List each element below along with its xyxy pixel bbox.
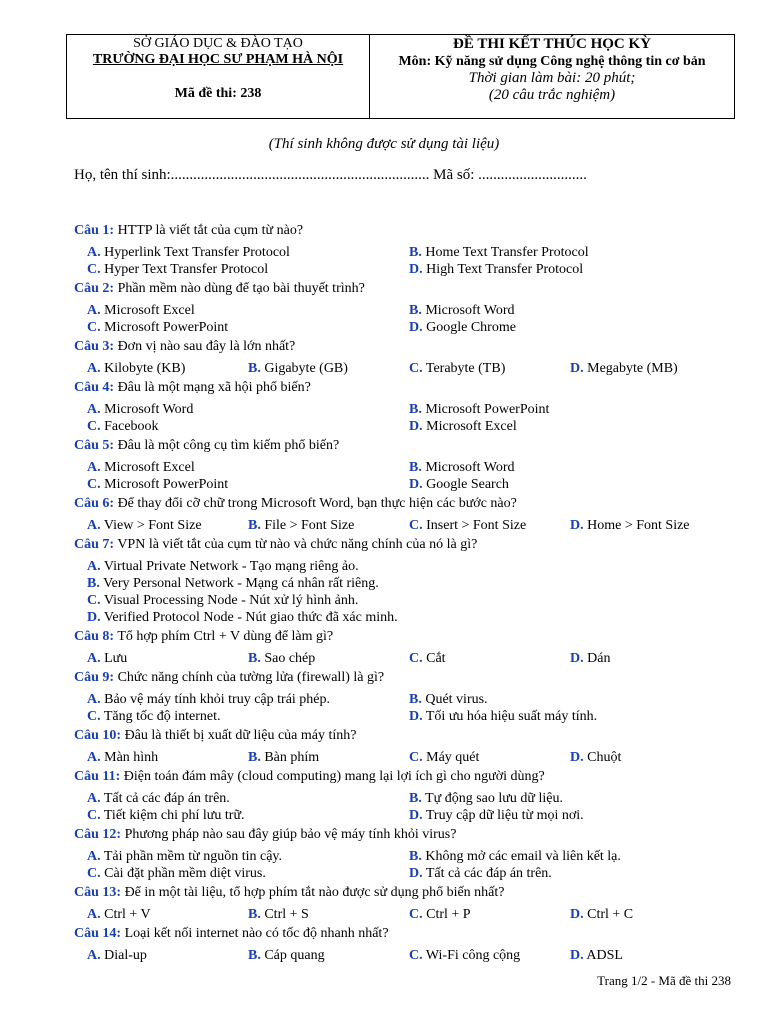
question-stem <box>74 669 744 688</box>
answer-option <box>87 401 409 418</box>
option-letter: D. <box>570 518 584 533</box>
answer-options <box>87 517 744 534</box>
question-number: Câu 14: <box>74 926 122 941</box>
question-number: Câu 12: <box>74 827 122 842</box>
option-text: Microsoft Word <box>104 402 194 417</box>
option-letter: C. <box>409 361 423 376</box>
option-text: Hyper Text Transfer Protocol <box>104 262 269 277</box>
option-text: Insert > Font Size <box>426 518 527 533</box>
question-text: Đâu là thiết bị xuất dữ liệu của máy tính? <box>124 728 357 743</box>
option-row <box>87 459 744 476</box>
question-item <box>74 768 744 826</box>
answer-options <box>87 749 744 766</box>
answer-option <box>570 517 731 534</box>
option-text: Cáp quang <box>264 948 325 963</box>
answer-option <box>409 244 731 261</box>
question-stem <box>74 222 744 241</box>
answer-option <box>409 459 731 476</box>
option-text: Microsoft Word <box>425 460 515 475</box>
answer-options <box>87 650 744 667</box>
option-text: Home Text Transfer Protocol <box>425 245 589 260</box>
option-row <box>87 650 744 667</box>
answer-options <box>87 790 744 824</box>
question-text: Phương pháp nào sau đây giúp bảo vệ máy tính khỏi virus? <box>124 827 457 842</box>
option-text: Facebook <box>104 419 159 434</box>
option-text: Lưu <box>104 651 128 666</box>
answer-option <box>87 558 359 575</box>
answer-option <box>248 749 409 766</box>
answer-option <box>87 609 398 626</box>
question-list <box>74 222 744 966</box>
question-item <box>74 727 744 768</box>
option-letter: B. <box>409 791 422 806</box>
option-row <box>87 558 744 575</box>
option-row <box>87 244 744 261</box>
option-letter: B. <box>248 750 261 765</box>
answer-option <box>87 244 409 261</box>
answer-option <box>87 592 358 609</box>
option-text: Microsoft PowerPoint <box>104 477 229 492</box>
option-text: Gigabyte (GB) <box>264 361 348 376</box>
department-name: SỞ GIÁO DỤC & ĐÀO TẠO <box>133 36 303 51</box>
header-left-cell <box>67 35 370 118</box>
question-number: Câu 11: <box>74 769 121 784</box>
answer-option <box>409 906 570 923</box>
question-number: Câu 5: <box>74 438 115 453</box>
question-item <box>74 884 744 925</box>
option-row <box>87 360 744 377</box>
option-letter: A. <box>87 750 101 765</box>
option-text: Bảo vệ máy tính khỏi truy cập trái phép. <box>104 692 331 707</box>
option-text: Quét virus. <box>425 692 488 707</box>
option-letter: A. <box>87 948 101 963</box>
option-text: Dial-up <box>104 948 147 963</box>
option-letter: C. <box>87 320 101 335</box>
option-letter: D. <box>570 750 584 765</box>
option-letter: D. <box>409 709 423 724</box>
question-text: Đâu là một mạng xã hội phổ biến? <box>117 380 311 395</box>
option-text: Bàn phím <box>264 750 320 765</box>
option-text: Sao chép <box>264 651 316 666</box>
option-letter: B. <box>409 849 422 864</box>
option-row <box>87 261 744 278</box>
option-letter: B. <box>409 692 422 707</box>
option-text: Microsoft Excel <box>104 303 195 318</box>
option-text: Dán <box>587 651 611 666</box>
question-stem <box>74 925 744 944</box>
option-letter: D. <box>409 477 423 492</box>
option-text: Ctrl + S <box>264 907 309 922</box>
option-letter: A. <box>87 361 101 376</box>
option-letter: B. <box>87 576 100 591</box>
option-letter: D. <box>409 419 423 434</box>
answer-options <box>87 459 744 493</box>
option-text: Chuột <box>587 750 622 765</box>
answer-options <box>87 691 744 725</box>
option-text: Visual Processing Node - Nút xử lý hình ảnh. <box>103 593 359 608</box>
answer-option <box>248 517 409 534</box>
option-letter: C. <box>87 262 101 277</box>
option-text: Tăng tốc độ internet. <box>103 709 221 724</box>
option-text: File > Font Size <box>264 518 355 533</box>
answer-option <box>409 418 731 435</box>
answer-option <box>87 906 248 923</box>
question-item <box>74 222 744 280</box>
option-text: Microsoft Word <box>425 303 515 318</box>
answer-option <box>87 319 409 336</box>
option-letter: A. <box>87 907 101 922</box>
student-info-line: Họ, tên thí sinh:..................................................................... Mã số: ............................. <box>74 167 587 183</box>
option-letter: C. <box>87 419 101 434</box>
question-item <box>74 826 744 884</box>
option-letter: C. <box>87 477 101 492</box>
option-row <box>87 517 744 534</box>
option-letter: D. <box>409 866 423 881</box>
question-stem <box>74 884 744 903</box>
option-letter: B. <box>248 948 261 963</box>
answer-option <box>409 708 731 725</box>
answer-option <box>570 906 731 923</box>
question-text: HTTP là viết tắt của cụm từ nào? <box>117 223 304 238</box>
option-row <box>87 609 744 626</box>
answer-option <box>87 459 409 476</box>
option-letter: D. <box>409 808 423 823</box>
answer-option <box>87 261 409 278</box>
option-text: Tối ưu hóa hiệu suất máy tính. <box>425 709 598 724</box>
option-letter: B. <box>248 907 261 922</box>
question-text: Tổ hợp phím Ctrl + V dùng để làm gì? <box>117 629 334 644</box>
answer-option <box>87 848 409 865</box>
option-row <box>87 476 744 493</box>
answer-option <box>409 848 731 865</box>
exam-note: (Thí sinh không được sử dụng tài liệu) <box>268 136 500 152</box>
question-number: Câu 13: <box>74 885 122 900</box>
option-row <box>87 592 744 609</box>
option-letter: C. <box>87 709 101 724</box>
question-number: Câu 8: <box>74 629 115 644</box>
option-letter: C. <box>409 518 423 533</box>
option-text: Home > Font Size <box>587 518 690 533</box>
option-text: Very Personal Network - Mạng cá nhân rất riêng. <box>103 576 379 591</box>
answer-options <box>87 244 744 278</box>
answer-option <box>87 302 409 319</box>
option-text: Ctrl + V <box>104 907 151 922</box>
answer-options <box>87 906 744 923</box>
question-text: Loại kết nối internet nào có tốc độ nhanh nhất? <box>124 926 389 941</box>
option-row <box>87 691 744 708</box>
answer-option <box>87 360 248 377</box>
option-row <box>87 947 744 964</box>
option-letter: D. <box>87 610 101 625</box>
option-letter: C. <box>409 907 423 922</box>
question-item <box>74 437 744 495</box>
option-letter: A. <box>87 849 101 864</box>
answer-option <box>409 319 731 336</box>
option-letter: B. <box>248 518 261 533</box>
option-letter: C. <box>87 866 101 881</box>
answer-option <box>87 575 379 592</box>
option-text: Microsoft PowerPoint <box>425 402 550 417</box>
answer-option <box>248 906 409 923</box>
answer-option <box>87 517 248 534</box>
question-text: VPN là viết tắt của cụm từ nào và chức năng chính của nó là gì? <box>117 537 478 552</box>
question-number: Câu 1: <box>74 223 115 238</box>
option-text: Google Chrome <box>426 320 516 335</box>
university-name: TRƯỜNG ĐẠI HỌC SƯ PHẠM HÀ NỘI <box>92 52 344 67</box>
option-text: High Text Transfer Protocol <box>426 262 584 277</box>
option-letter: C. <box>87 808 101 823</box>
question-text: Chức năng chính của tường lửa (firewall) là gì? <box>117 670 385 685</box>
question-item <box>74 536 744 628</box>
question-stem <box>74 536 744 555</box>
question-text: Điện toán đám mây (cloud computing) mang lại lợi ích gì cho người dùng? <box>123 769 545 784</box>
question-number: Câu 7: <box>74 537 115 552</box>
option-letter: B. <box>409 245 422 260</box>
option-letter: C. <box>87 593 101 608</box>
answer-option <box>248 360 409 377</box>
answer-option <box>87 807 409 824</box>
option-text: Microsoft Excel <box>104 460 195 475</box>
answer-options <box>87 848 744 882</box>
option-letter: A. <box>87 791 101 806</box>
answer-option <box>409 650 570 667</box>
option-letter: A. <box>87 460 101 475</box>
option-text: Google Search <box>426 477 509 492</box>
option-row <box>87 865 744 882</box>
answer-options <box>87 947 744 964</box>
option-text: Tiết kiệm chi phí lưu trữ. <box>103 808 245 823</box>
answer-option <box>409 807 731 824</box>
option-text: Megabyte (MB) <box>587 361 678 376</box>
answer-option <box>87 418 409 435</box>
option-text: Microsoft Excel <box>426 419 517 434</box>
answer-option <box>409 401 731 418</box>
option-letter: A. <box>87 692 101 707</box>
answer-option <box>409 261 731 278</box>
option-letter: A. <box>87 651 101 666</box>
question-item <box>74 338 744 379</box>
answer-option <box>87 749 248 766</box>
question-item <box>74 925 744 966</box>
answer-option <box>409 360 570 377</box>
exam-code: Mã đề thi: 238 <box>174 86 262 101</box>
answer-option <box>570 947 731 964</box>
exam-title: ĐỀ THI KẾT THÚC HỌC KỲ <box>453 36 651 52</box>
answer-option <box>87 476 409 493</box>
exam-header-table <box>66 34 735 119</box>
option-text: Terabyte (TB) <box>425 361 506 376</box>
option-letter: D. <box>409 320 423 335</box>
answer-option <box>87 691 409 708</box>
answer-option <box>87 650 248 667</box>
option-text: Verified Protocol Node - Nút giao thức đã xác minh. <box>103 610 398 625</box>
question-stem <box>74 280 744 299</box>
option-letter: D. <box>570 651 584 666</box>
option-letter: A. <box>87 518 101 533</box>
exam-subject: Môn: Kỹ năng sử dụng Công nghệ thông tin cơ bản <box>398 54 706 69</box>
question-text: Đơn vị nào sau đây là lớn nhất? <box>117 339 296 354</box>
option-text: Tất cả các đáp án trên. <box>425 866 552 881</box>
option-text: ADSL <box>586 948 623 963</box>
question-stem <box>74 437 744 456</box>
option-text: Kilobyte (KB) <box>104 361 186 376</box>
option-letter: C. <box>409 651 423 666</box>
question-number: Câu 6: <box>74 496 115 511</box>
answer-option <box>570 650 731 667</box>
option-text: Truy cập dữ liệu từ mọi nơi. <box>425 808 584 823</box>
answer-option <box>570 360 731 377</box>
option-row <box>87 790 744 807</box>
answer-option <box>248 650 409 667</box>
question-text: Đâu là một công cụ tìm kiếm phổ biến? <box>117 438 340 453</box>
option-text: Màn hình <box>104 750 159 765</box>
question-stem <box>74 768 744 787</box>
option-text: Ctrl + C <box>587 907 634 922</box>
option-text: Cài đặt phần mềm diệt virus. <box>104 866 266 881</box>
answer-options <box>87 360 744 377</box>
option-row <box>87 807 744 824</box>
option-letter: B. <box>409 460 422 475</box>
option-text: Tải phần mềm từ nguồn tin cậy. <box>103 849 283 864</box>
page-footer: Trang 1/2 - Mã đề thi 238 <box>597 973 731 988</box>
answer-option <box>87 947 248 964</box>
question-text: Để thay đổi cỡ chữ trong Microsoft Word, bạn thực hiện các bước nào? <box>117 496 517 511</box>
option-text: Microsoft PowerPoint <box>104 320 229 335</box>
answer-option <box>409 517 570 534</box>
option-letter: C. <box>409 750 423 765</box>
answer-options <box>87 302 744 336</box>
option-text: Virtual Private Network - Tạo mạng riêng ảo. <box>103 559 359 574</box>
option-letter: A. <box>87 402 101 417</box>
question-number: Câu 4: <box>74 380 115 395</box>
question-item <box>74 379 744 437</box>
answer-option <box>409 691 731 708</box>
answer-option <box>409 947 570 964</box>
answer-option <box>409 749 570 766</box>
answer-option <box>87 790 409 807</box>
option-letter: D. <box>570 907 584 922</box>
option-row <box>87 401 744 418</box>
question-text: Để in một tài liệu, tổ hợp phím tắt nào được sử dụng phổ biến nhất? <box>124 885 505 900</box>
option-letter: A. <box>87 303 101 318</box>
option-row <box>87 749 744 766</box>
option-text: Tất cả các đáp án trên. <box>103 791 230 806</box>
answer-option <box>87 865 409 882</box>
exam-question-count: (20 câu trắc nghiệm) <box>488 87 616 103</box>
question-number: Câu 10: <box>74 728 122 743</box>
answer-option <box>248 947 409 964</box>
question-text: Phần mềm nào dùng để tạo bài thuyết trình? <box>117 281 365 296</box>
question-stem <box>74 338 744 357</box>
option-letter: C. <box>409 948 423 963</box>
option-row <box>87 319 744 336</box>
answer-option <box>409 476 731 493</box>
question-stem <box>74 495 744 514</box>
option-row <box>87 418 744 435</box>
question-item <box>74 669 744 727</box>
answer-option <box>570 749 731 766</box>
option-row <box>87 575 744 592</box>
option-letter: D. <box>409 262 423 277</box>
header-right-cell <box>370 35 734 118</box>
question-stem <box>74 628 744 647</box>
option-row <box>87 906 744 923</box>
answer-options <box>87 558 744 626</box>
question-item <box>74 495 744 536</box>
option-letter: A. <box>87 559 101 574</box>
question-stem <box>74 826 744 845</box>
option-text: Ctrl + P <box>426 907 471 922</box>
exam-duration: Thời gian làm bài: 20 phút; <box>468 70 636 86</box>
answer-options <box>87 401 744 435</box>
question-number: Câu 9: <box>74 670 115 685</box>
option-text: View > Font Size <box>103 518 202 533</box>
option-text: Wi-Fi công cộng <box>425 948 521 963</box>
question-number: Câu 3: <box>74 339 115 354</box>
option-text: Hyperlink Text Transfer Protocol <box>104 245 290 260</box>
question-item <box>74 628 744 669</box>
option-row <box>87 302 744 319</box>
question-item <box>74 280 744 338</box>
option-row <box>87 708 744 725</box>
option-letter: B. <box>248 361 261 376</box>
option-text: Cắt <box>426 651 446 666</box>
option-text: Không mở các email và liên kết lạ. <box>425 849 621 864</box>
answer-option <box>409 302 731 319</box>
option-row <box>87 848 744 865</box>
answer-option <box>409 790 731 807</box>
question-number: Câu 2: <box>74 281 115 296</box>
option-text: Máy quét <box>426 750 480 765</box>
question-stem <box>74 379 744 398</box>
option-letter: B. <box>409 402 422 417</box>
answer-option <box>409 865 731 882</box>
option-letter: D. <box>570 361 584 376</box>
option-letter: B. <box>248 651 261 666</box>
answer-option <box>87 708 409 725</box>
option-letter: A. <box>87 245 101 260</box>
question-stem <box>74 727 744 746</box>
option-letter: D. <box>570 948 584 963</box>
option-letter: B. <box>409 303 422 318</box>
option-text: Tự động sao lưu dữ liệu. <box>425 791 563 806</box>
